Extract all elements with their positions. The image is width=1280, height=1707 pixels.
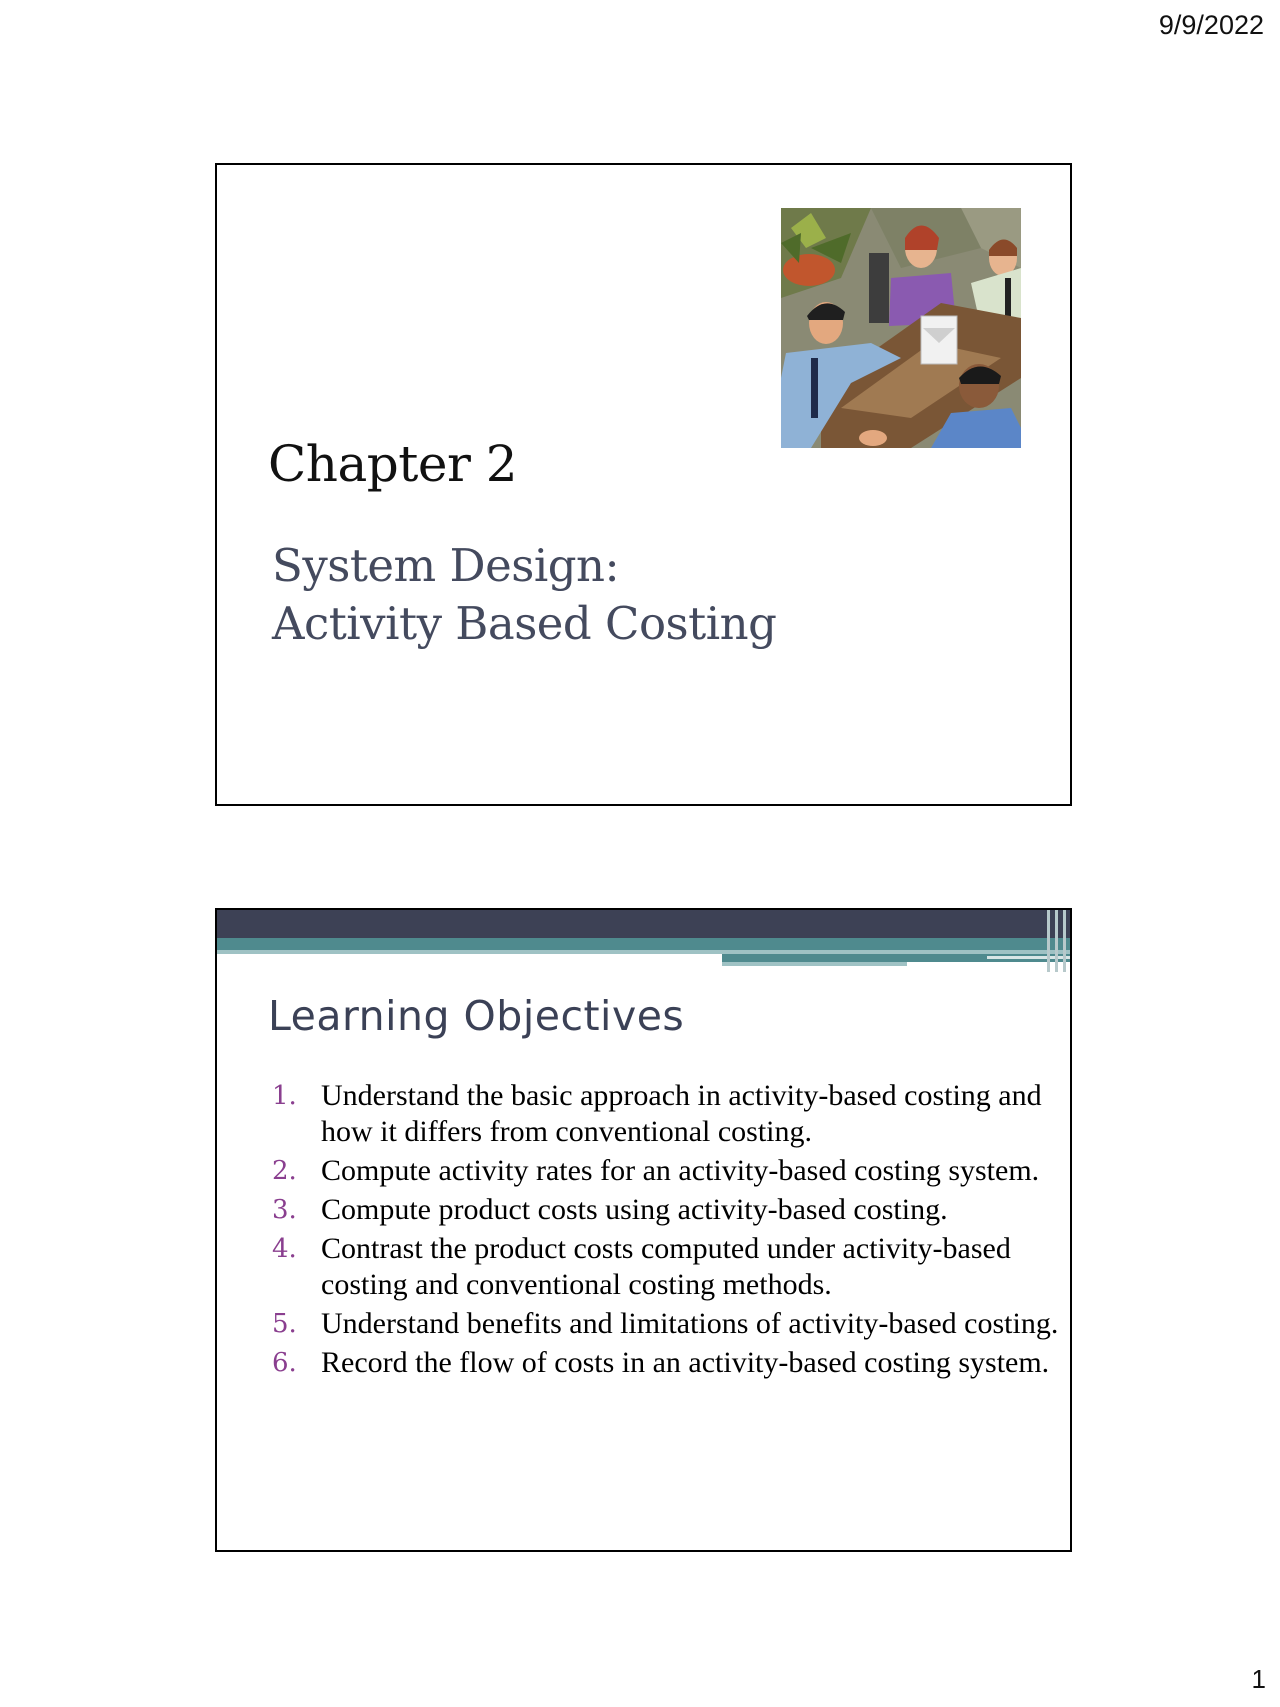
list-item-text: Understand the basic approach in activity-based costing and how it differs from conventional costing. (321, 1079, 1042, 1148)
chapter-title: Chapter 2 (268, 435, 518, 493)
slide-title (215, 163, 1072, 806)
objectives-list (272, 1078, 1062, 1384)
list-item (272, 1345, 1062, 1381)
print-date: 9/9/2022 (1158, 10, 1264, 40)
subtitle-line-1: System Design: (272, 539, 620, 592)
list-item (272, 1153, 1062, 1189)
page-number: 1 (1251, 1664, 1266, 1694)
list-item-number: 6. (272, 1348, 297, 1378)
list-item (272, 1192, 1062, 1228)
list-item-text: Compute product costs using activity-based costing. (321, 1193, 948, 1226)
list-item (272, 1078, 1062, 1150)
list-item (272, 1231, 1062, 1303)
list-item-text: Contrast the product costs computed under activity-based costing and conventional costing methods. (321, 1232, 1011, 1301)
slide-header-banner (217, 910, 1072, 972)
list-item-number: 5. (272, 1309, 297, 1339)
list-item-text: Compute activity rates for an activity-based costing system. (321, 1154, 1040, 1187)
chapter-subtitle (272, 537, 972, 653)
list-item-number: 2. (272, 1156, 297, 1186)
business-meeting-clipart-icon (781, 208, 1021, 448)
list-item (272, 1306, 1062, 1342)
list-item-number: 4. (272, 1234, 297, 1264)
list-item-number: 1. (272, 1081, 297, 1111)
subtitle-line-2: Activity Based Costing (272, 597, 777, 650)
list-item-text: Record the flow of costs in an activity-based costing system. (321, 1346, 1050, 1379)
learning-objectives-title: Learning Objectives (268, 992, 685, 1040)
list-item-number: 3. (272, 1195, 297, 1225)
slide-learning-objectives (215, 908, 1072, 1552)
list-item-text: Understand benefits and limitations of activity-based costing. (321, 1307, 1059, 1340)
